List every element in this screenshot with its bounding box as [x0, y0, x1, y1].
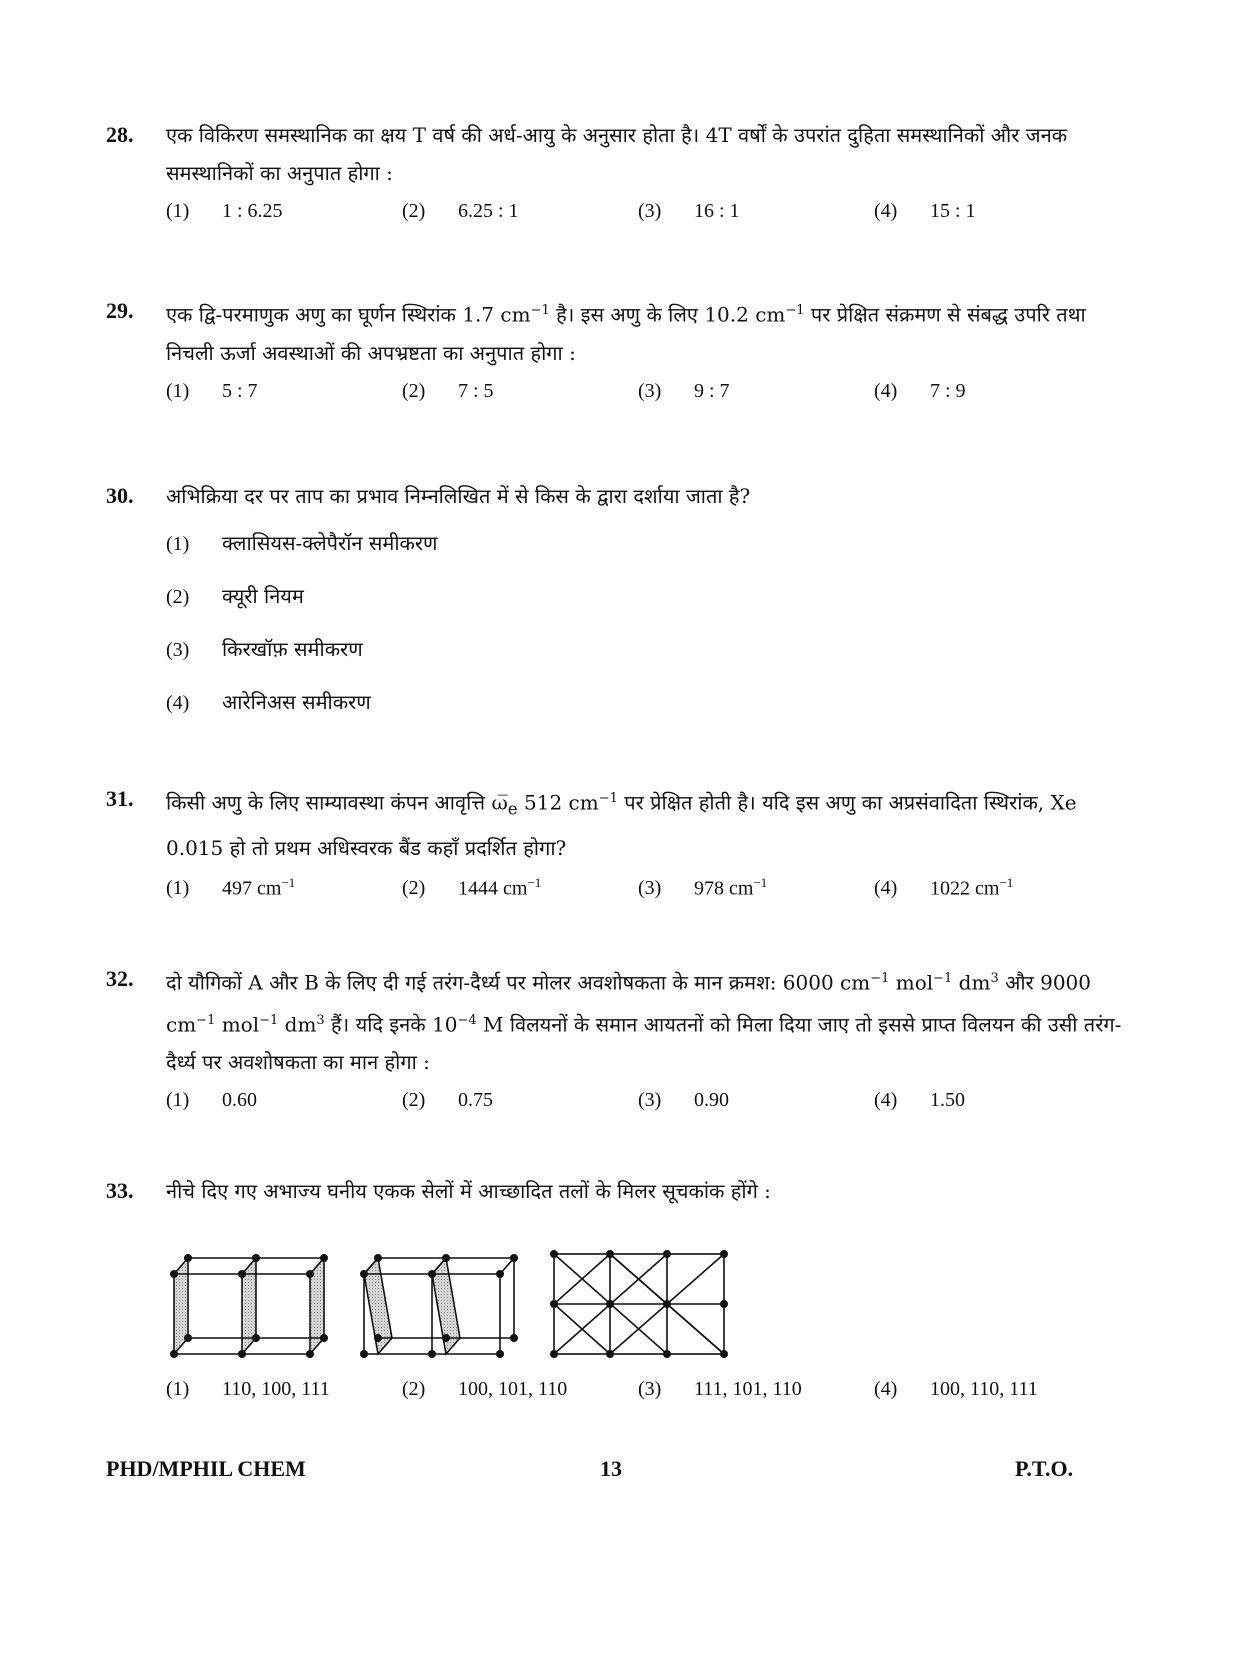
question-number: 31.: [106, 786, 134, 811]
option-2: (2) 6.25 : 1: [402, 200, 519, 222]
question-number: 33.: [106, 1178, 134, 1203]
option-4: (4) 1022 $cm^{-1}$: [874, 874, 1014, 900]
option-3: (3) 0.90: [638, 1089, 729, 1112]
question-30: [106, 477, 1126, 741]
option-4: (4) आरेनिअस समीकरण: [166, 690, 371, 714]
question-text: एक विकिरण समस्थानिक का क्षय T वर्ष की अर्ध-आयु के अनुसार होता है। 4T वर्षों के उपरांत दुहिता समस्थानिकों और जनक समस्थानिकों का अनुपात होगा :: [166, 123, 1068, 185]
option-4: (4) 100, 110, 111: [874, 1378, 1038, 1400]
options: [166, 529, 1126, 741]
option-4: (4) 7 : 9: [874, 379, 966, 402]
page-number: 13: [600, 1456, 622, 1481]
option-2: (2) क्यूरी नियम: [166, 584, 304, 608]
question-text: नीचे दिए गए अभाज्य घनीय एकक सेलों में आच्छादित तलों के मिलर सूचकांक होंगे :: [166, 1179, 771, 1203]
options: [166, 1089, 1126, 1129]
unit-cell-2: [360, 1254, 518, 1358]
option-2: (2) 0.75: [402, 1089, 493, 1112]
footer-right: P.T.O.: [1015, 1456, 1074, 1481]
option-4: (4) 15 : 1: [874, 200, 976, 222]
unit-cell-3: [550, 1250, 728, 1358]
question-32: [106, 960, 1126, 1129]
question-31: [106, 780, 1126, 915]
question-number: 32.: [106, 966, 134, 991]
question-33: [106, 1172, 1126, 1210]
question-29: [106, 292, 1126, 420]
options: [166, 1378, 1126, 1418]
question-number: 30.: [106, 483, 134, 508]
option-1: (1) 110, 100, 111: [166, 1378, 330, 1400]
option-3: (3) 978 $cm^{-1}$: [638, 874, 768, 900]
question-33-options: [106, 1370, 1126, 1418]
option-3: (3) 111, 101, 110: [638, 1378, 802, 1400]
question-number: 28.: [106, 122, 134, 147]
option-2: (2) 1444 $cm^{-1}$: [402, 874, 542, 900]
option-3: (3) 16 : 1: [638, 200, 740, 222]
unit-cell-1: [170, 1254, 328, 1358]
option-2: (2) 7 : 5: [402, 379, 494, 402]
options: [166, 875, 1126, 915]
options: [166, 380, 1126, 420]
option-3: (3) 9 : 7: [638, 379, 730, 402]
footer-left: PHD/MPHIL CHEM: [106, 1456, 306, 1481]
question-text: किसी अणु के लिए साम्यावस्था कंपन आवृत्ति $\omega̅_e$ 512 $cm^{-1}$ पर प्रेक्षित होती है। यदि इस अणु का अप्रसंवादिता स्थिरांक, Xe 0.015 हो तो प्रथम अधिस्वरक बैंड कहाँ प्रदर्शित होगा?: [166, 790, 1077, 860]
question-text: एक द्वि-परमाणुक अणु का घूर्णन स्थिरांक 1.7 $cm^{-1}$ है। इस अणु के लिए 10.2 $cm^{-1}$ पर प्रेक्षित संक्रमण से संबद्ध उपरि तथा निचली ऊर्जा अवस्थाओं की अपभ्रष्टता का अनुपात होगा :: [166, 302, 1086, 365]
question-text: अभिक्रिया दर पर ताप का प्रभाव निम्नलिखित में से किस के द्वारा दर्शाया जाता है?: [166, 484, 751, 508]
question-text: दो यौगिकों A और B के लिए दी गई तरंग-दैर्ध्य पर मोलर अवशोषकता के मान क्रमश: 6000 $cm^{-1}$ mol$^{-1}$ $dm^3$ और 9000 $cm^{-1}$ mol$^{-1}$ $dm^3$ हैं। यदि इनके $10^{-4}$ M विलयनों के समान आयतनों को मिला दिया जाए तो इससे प्राप्त विलयन की उसी तरंग-दैर्ध्य पर अवशोषकता का मान होगा :: [166, 970, 1122, 1075]
unit-cell-figures: [166, 1236, 766, 1366]
question-number: 29.: [106, 298, 134, 323]
option-1: (1) 1 : 6.25: [166, 200, 283, 222]
option-1: (1) 497 $cm^{-1}$: [166, 874, 296, 900]
question-28: [106, 116, 1126, 240]
options: [166, 200, 1126, 240]
option-1: (1) क्लासियस-क्लेपैरॉन समीकरण: [166, 531, 438, 555]
option-4: (4) 1.50: [874, 1089, 965, 1112]
option-2: (2) 100, 101, 110: [402, 1378, 568, 1400]
option-3: (3) किरखॉफ़ समीकरण: [166, 637, 363, 661]
option-1: (1) 0.60: [166, 1089, 257, 1112]
option-1: (1) 5 : 7: [166, 379, 258, 402]
